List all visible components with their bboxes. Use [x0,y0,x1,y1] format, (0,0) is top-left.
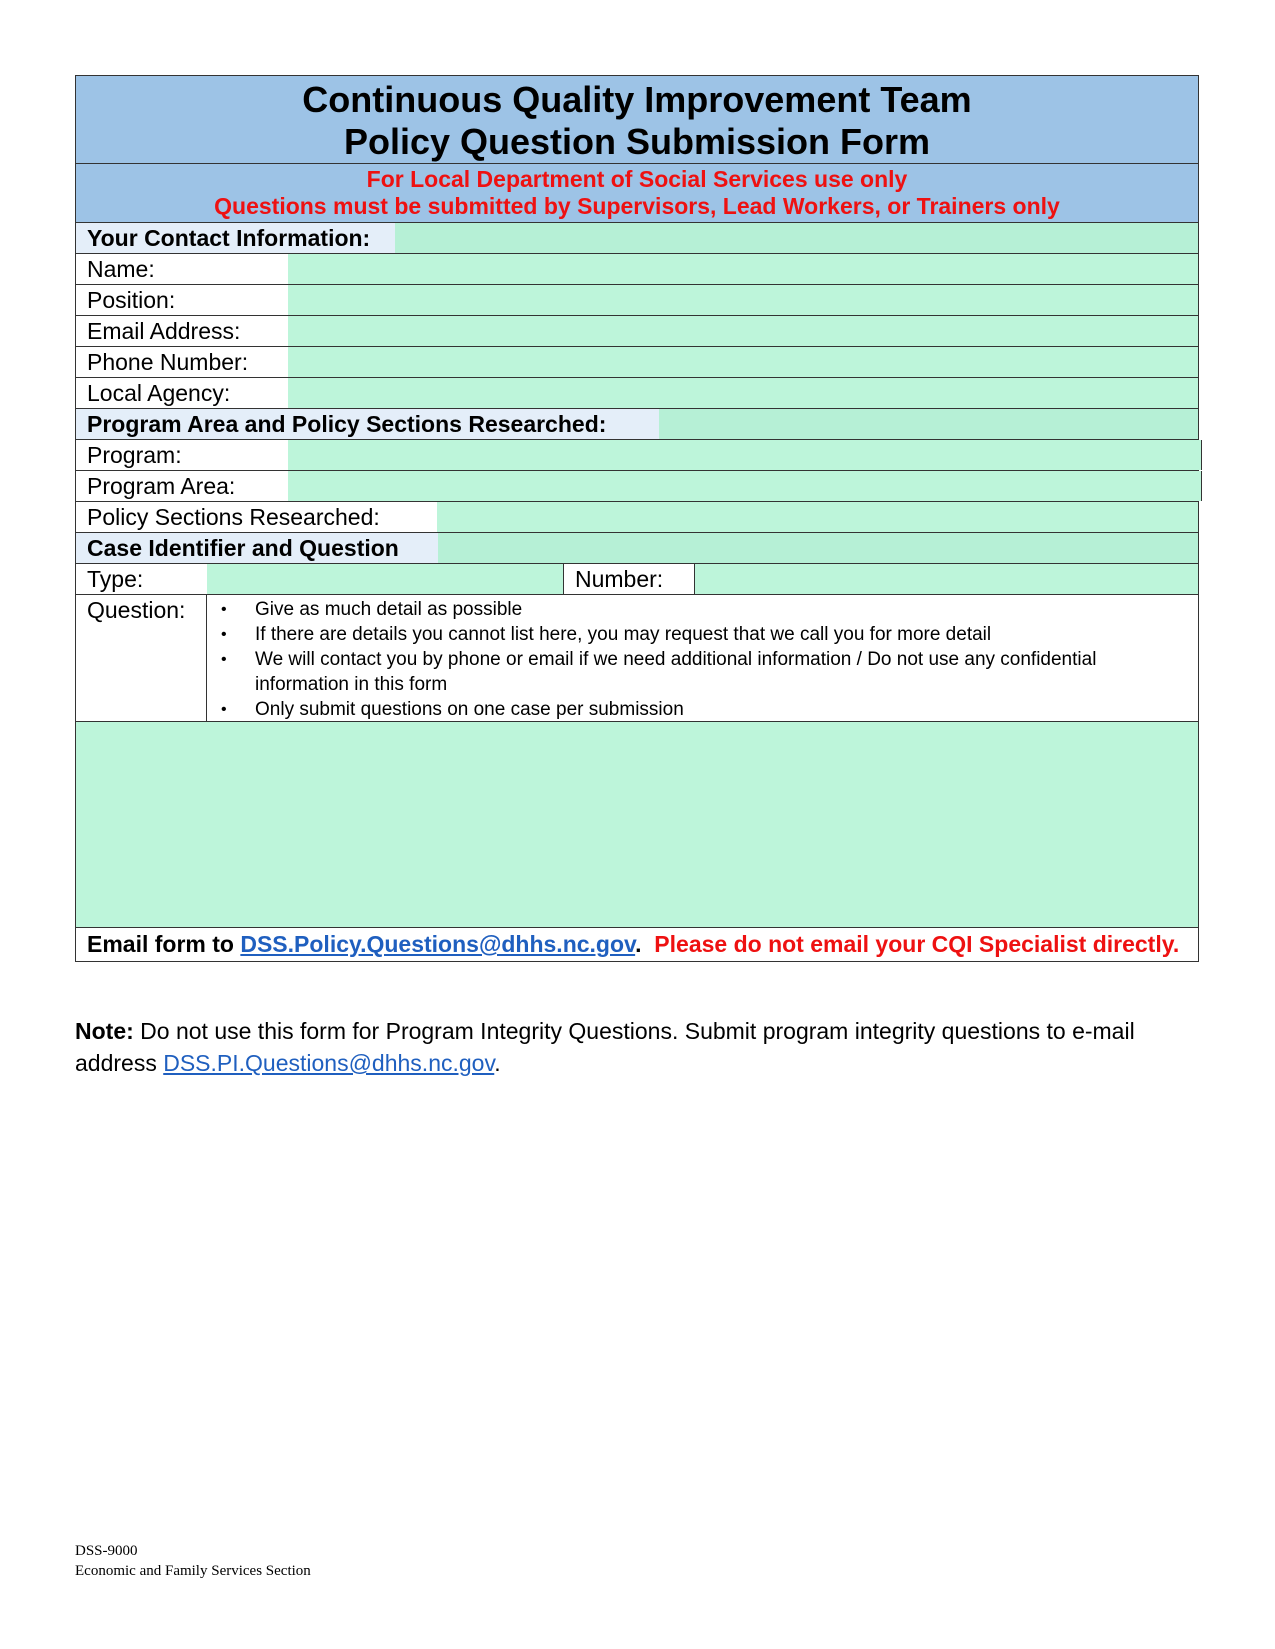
case-section-heading: Case Identifier and Question [76,533,438,563]
contact-section-header [76,223,1198,254]
local-agency-label: Local Agency: [76,378,300,408]
question-instructions-row [76,595,1198,722]
form-number: DSS-9000 [75,1543,138,1559]
pi-questions-email-link[interactable]: DSS.PI.Questions@dhhs.nc.gov [163,1050,495,1076]
note-end: . [494,1050,501,1076]
usage-notice-line-1: For Local Department of Social Services use only [366,166,908,192]
email-address-field[interactable] [288,316,1198,346]
policy-sections-row [76,502,1198,533]
form-title-block [76,76,1198,164]
program-label: Program: [76,440,300,470]
name-row [76,254,1198,285]
phone-number-field[interactable] [288,347,1198,377]
instruction-item: • We will contact you by phone or email if we need additional information / Do not use any confidential information in this form [255,647,1188,697]
instruction-item: • If there are details you cannot list here, you may request that we call you for more detail [255,622,1188,647]
instructions-list [207,595,1198,722]
policy-question-form [75,75,1199,962]
program-integrity-note [75,1015,1195,1079]
program-area-row [76,471,1198,502]
program-section-heading: Program Area and Policy Sections Researched: [76,409,659,439]
question-label: Question: [76,595,207,721]
case-number-field[interactable] [695,564,1198,594]
local-agency-row [76,378,1198,409]
type-label: Type: [76,564,219,594]
note-text: Do not use this form for Program Integrity Questions. Submit program integrity questions to e-mail address [75,1018,1135,1076]
name-field[interactable] [288,254,1198,284]
program-area-field[interactable] [288,471,1202,501]
email-instructions [76,928,1198,961]
form-title-line-2: Policy Question Submission Form [343,121,931,162]
case-type-field[interactable] [207,564,564,594]
program-area-label: Program Area: [76,471,300,501]
position-row [76,285,1198,316]
usage-notice-line-2: Questions must be submitted by Supervisors, Lead Workers, or Trainers only [214,193,1060,219]
page-footer [75,1541,311,1581]
email-suffix: . [635,931,642,957]
email-address-row [76,316,1198,347]
email-address-label: Email Address: [76,316,300,346]
usage-notice [76,164,1198,223]
number-label: Number: [564,564,695,594]
contact-section-heading: Your Contact Information: [76,223,395,253]
program-row [76,440,1198,471]
local-agency-field[interactable] [288,378,1198,408]
note-label: Note: [75,1018,134,1044]
position-label: Position: [76,285,300,315]
form-title-line-1: Continuous Quality Improvement Team [302,79,972,120]
program-section-header [76,409,1198,440]
footer-section-name: Economic and Family Services Section [75,1563,311,1579]
phone-number-row [76,347,1198,378]
instruction-item: • Only submit questions on one case per submission [255,697,1188,722]
phone-number-label: Phone Number: [76,347,300,377]
instruction-item: • Give as much detail as possible [255,597,1188,622]
case-section-header [76,533,1198,564]
cqi-warning: Please do not email your CQI Specialist directly. [654,931,1180,957]
email-prefix: Email form to [87,931,241,957]
question-answer-area[interactable] [76,722,1198,928]
policy-sections-field[interactable] [437,502,1198,532]
position-field[interactable] [288,285,1198,315]
policy-sections-label: Policy Sections Researched: [76,502,449,532]
name-label: Name: [76,254,300,284]
case-type-number-row [76,564,1198,595]
policy-questions-email-link[interactable]: DSS.Policy.Questions@dhhs.nc.gov [240,931,636,957]
program-field[interactable] [288,440,1202,470]
